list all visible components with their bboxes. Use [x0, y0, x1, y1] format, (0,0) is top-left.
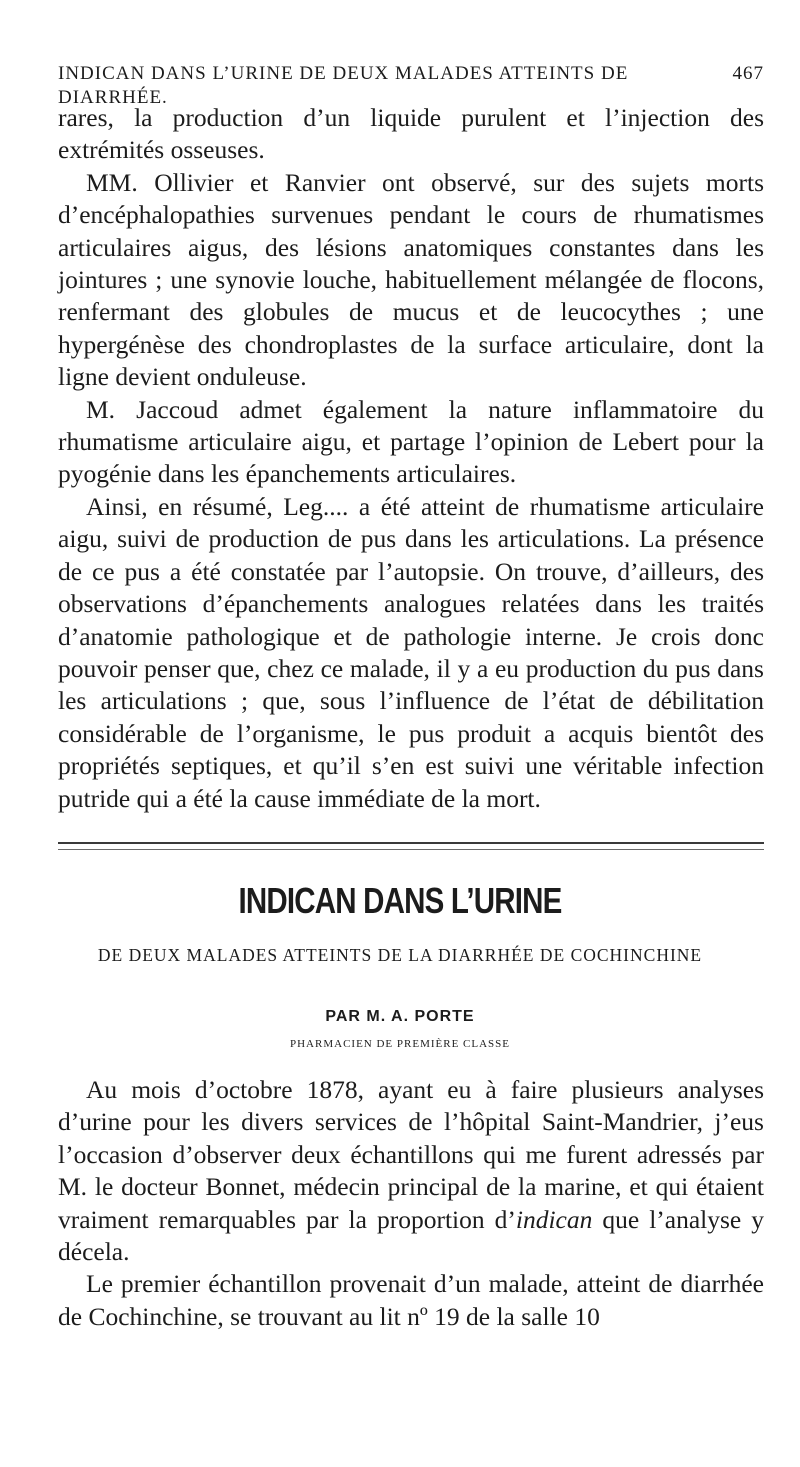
running-head-title: INDICAN DANS L’URINE DE DEUX MALADES ATTEINTS DE DIARRHÉE.	[58, 63, 629, 108]
section-divider-thin	[58, 849, 764, 850]
continuation-text	[58, 102, 764, 815]
paragraph: rares, la production d’un liquide purulent et l’injection des extrémités osseuses.	[58, 103, 764, 165]
article-subtitle: DE DEUX MALADES ATTEINTS DE LA DIARRHÉE DE COCHINCHINE	[97, 945, 703, 965]
article-body	[58, 1074, 764, 1333]
section-divider	[58, 842, 764, 844]
italic-term: indican	[515, 1204, 593, 1234]
paragraph: MM. Ollivier et Ranvier ont observé, sur des sujets morts d’encéphalopathies survenues pendant le cours de rhumatismes articulaires aigus, des lésions anatomiques constantes dans les jointures ; une synovie louche, habituellement mélangée de flocons, renfermant des globules de mucus et de leucocythes ; une hypergénèse des chondroplastes de la surface articulaire, dont la ligne devient onduleuse.	[58, 167, 764, 392]
page-number: 467	[732, 63, 764, 84]
paragraph	[58, 1074, 764, 1268]
article-author: PAR M. A. PORTE	[325, 1008, 475, 1025]
paragraph: M. Jaccoud admet également la nature inflammatoire du rhumatisme articulaire aigu, et partage l’opinion de Lebert pour la pyogénie dans les épanchements articulaires.	[58, 394, 764, 489]
paragraph: Ainsi, en résumé, Leg.... a été atteint de rhumatisme articulaire aigu, suivi de production de pus dans les articulations. La présence de ce pus a été constatée par l’autopsie. On trouve, d’ailleurs, des observations d’épanchements analogues relatées dans les traités d’anatomie pathologique et de pathologie interne. Je crois donc pouvoir penser que, chez ce malade, il y a eu production du pus dans les articulations ; que, sous l’influence de l’état de débilitation considérable de l’organisme, le pus produit a acquis bientôt des propriétés septiques, et qu’il s’en est suivi une véritable infection putride qui a été la cause immédiate de la mort.	[58, 491, 764, 813]
author-role: PHARMACIEN DE PREMIÈRE CLASSE	[290, 1038, 510, 1050]
article-title: INDICAN DANS L’URINE	[238, 880, 562, 921]
text-run: Au mois d’octobre 1878, ayant eu à faire plusieurs analyses d’urine pour les divers services de l’hôpital Saint-Mandrier, j’eus l’occasion d’observer deux échantillons qui me furent adressés par M. le docteur Bonnet, médecin principal de la marine, et qui étaient vraiment remarquables par la proportion d’	[58, 1075, 764, 1234]
paragraph: Le premier échantillon provenait d’un malade, atteint de diarrhée de Cochinchine, se trouvant au lit nº 19 de la salle 10	[58, 1269, 764, 1331]
text-run: que l’analyse y décela.	[58, 1204, 764, 1267]
